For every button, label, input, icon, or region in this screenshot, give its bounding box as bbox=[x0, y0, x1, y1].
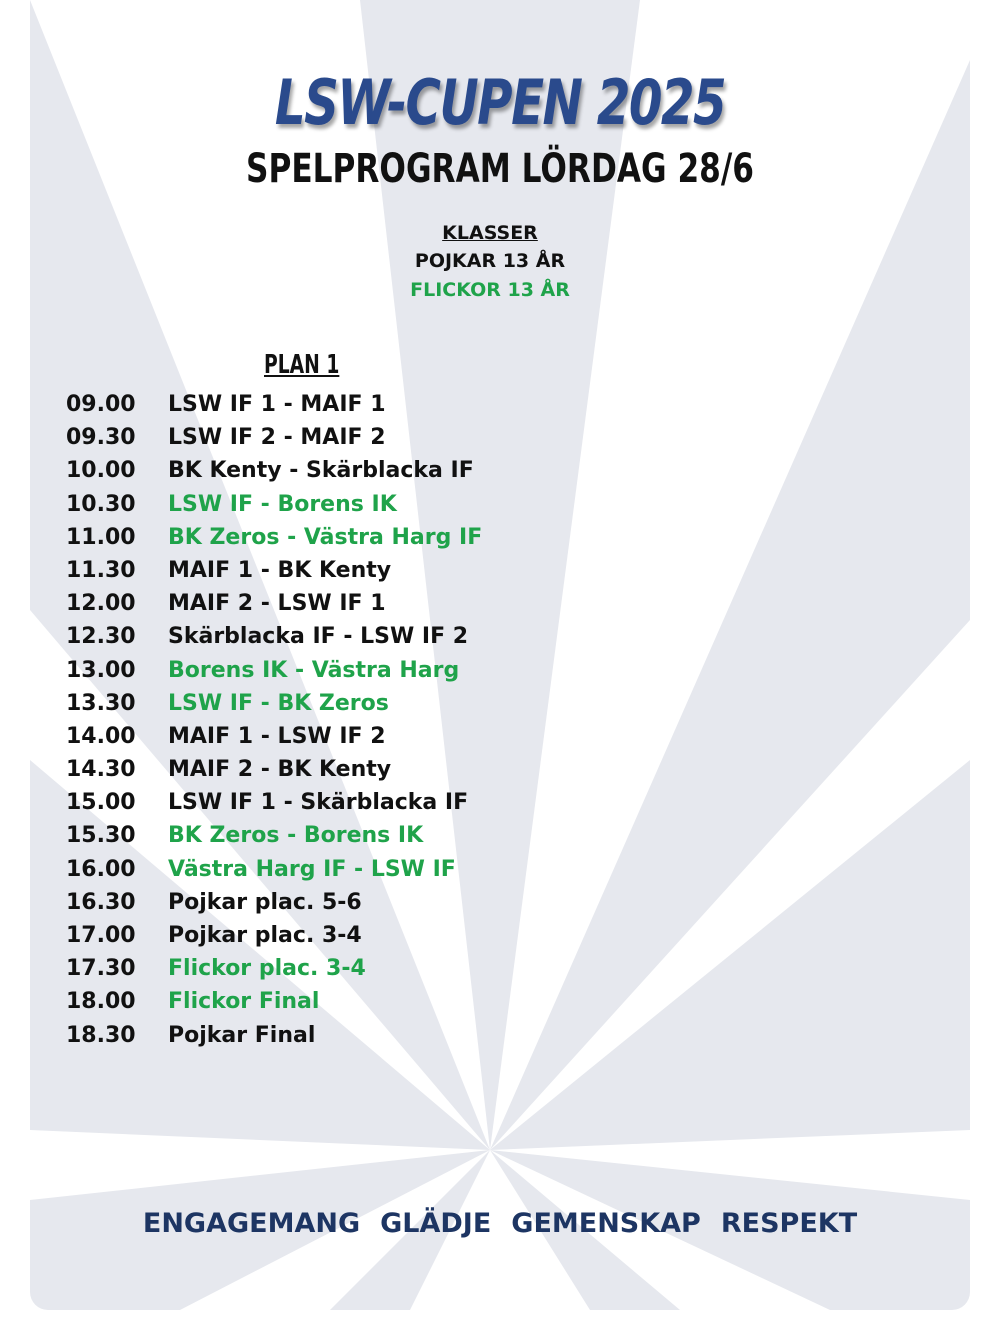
match-name: Flickor Final bbox=[168, 989, 320, 1015]
values-footer bbox=[30, 1208, 970, 1239]
match-name: Västra Harg IF - LSW IF bbox=[168, 856, 456, 882]
match-name: BK Zeros - Borens IK bbox=[168, 823, 424, 849]
match-name: Pojkar plac. 3-4 bbox=[168, 923, 362, 948]
match-name: Pojkar plac. 5-6 bbox=[168, 889, 362, 915]
page-subtitle: SPELPROGRAM LÖRDAG 28/6 bbox=[246, 146, 754, 192]
match-time: 12.00 bbox=[66, 591, 136, 617]
match-name: LSW IF 1 - MAIF 1 bbox=[168, 392, 386, 417]
plan-heading: PLAN 1 bbox=[264, 350, 340, 380]
match-time: 18.30 bbox=[66, 1022, 136, 1048]
poster bbox=[30, 0, 970, 1310]
match-time: 12.30 bbox=[66, 624, 136, 650]
match-time: 15.30 bbox=[66, 823, 136, 849]
match-time: 16.30 bbox=[66, 889, 136, 915]
schedule-row bbox=[30, 857, 970, 890]
schedule-row bbox=[30, 691, 970, 724]
match-name: MAIF 2 - BK Kenty bbox=[168, 757, 392, 783]
schedule-row bbox=[30, 658, 970, 691]
schedule-row bbox=[30, 591, 970, 624]
classes-heading: KLASSER bbox=[442, 222, 538, 244]
schedule-list bbox=[30, 392, 970, 1056]
schedule-row bbox=[30, 558, 970, 591]
match-name: Pojkar Final bbox=[168, 1022, 316, 1048]
value-word: GEMENSKAP bbox=[511, 1208, 701, 1239]
match-name: LSW IF 1 - Skärblacka IF bbox=[168, 790, 469, 816]
match-time: 09.00 bbox=[66, 392, 136, 417]
class-girls: FLICKOR 13 ÅR bbox=[410, 279, 570, 301]
schedule-row bbox=[30, 923, 970, 956]
match-time: 13.30 bbox=[66, 690, 136, 716]
match-time: 11.00 bbox=[66, 524, 136, 550]
match-name: MAIF 1 - BK Kenty bbox=[168, 557, 392, 583]
match-time: 09.30 bbox=[66, 425, 136, 451]
schedule-row bbox=[30, 1023, 970, 1056]
value-word: ENGAGEMANG bbox=[142, 1208, 361, 1239]
match-time: 13.00 bbox=[66, 657, 136, 683]
match-name: MAIF 2 - LSW IF 1 bbox=[168, 591, 386, 617]
match-name: Skärblacka IF - LSW IF 2 bbox=[168, 624, 469, 650]
match-time: 16.00 bbox=[66, 856, 136, 882]
match-time: 15.00 bbox=[66, 790, 136, 816]
schedule-row bbox=[30, 425, 970, 458]
match-name: BK Kenty - Skärblacka IF bbox=[168, 458, 474, 484]
class-boys: POJKAR 13 ÅR bbox=[414, 250, 566, 272]
match-name: LSW IF - Borens IK bbox=[168, 491, 397, 517]
match-name: LSW IF - BK Zeros bbox=[168, 690, 389, 716]
schedule-row bbox=[30, 956, 970, 989]
schedule-row bbox=[30, 392, 970, 425]
match-time: 10.00 bbox=[66, 458, 136, 484]
match-name: LSW IF 2 - MAIF 2 bbox=[168, 425, 386, 451]
schedule-row bbox=[30, 624, 970, 657]
match-time: 11.30 bbox=[66, 557, 136, 583]
match-time: 17.00 bbox=[66, 923, 136, 948]
match-time: 18.00 bbox=[66, 989, 136, 1015]
page-title: LSW-CUPEN 2025 bbox=[274, 66, 726, 139]
schedule-row bbox=[30, 890, 970, 923]
content bbox=[30, 0, 970, 1310]
schedule-row bbox=[30, 492, 970, 525]
schedule-row bbox=[30, 757, 970, 790]
value-word: RESPEKT bbox=[720, 1208, 858, 1239]
match-name: MAIF 1 - LSW IF 2 bbox=[168, 723, 386, 749]
match-time: 17.30 bbox=[66, 956, 136, 982]
schedule-row bbox=[30, 458, 970, 491]
schedule-row bbox=[30, 989, 970, 1022]
schedule-row bbox=[30, 525, 970, 558]
schedule-row bbox=[30, 724, 970, 757]
match-name: BK Zeros - Västra Harg IF bbox=[168, 524, 483, 550]
match-time: 10.30 bbox=[66, 491, 136, 517]
match-time: 14.00 bbox=[66, 723, 136, 749]
schedule-row bbox=[30, 823, 970, 856]
schedule-row bbox=[30, 790, 970, 823]
match-name: Borens IK - Västra Harg bbox=[168, 657, 460, 683]
match-name: Flickor plac. 3-4 bbox=[168, 956, 366, 982]
value-word: GLÄDJE bbox=[380, 1208, 492, 1239]
match-time: 14.30 bbox=[66, 757, 136, 783]
